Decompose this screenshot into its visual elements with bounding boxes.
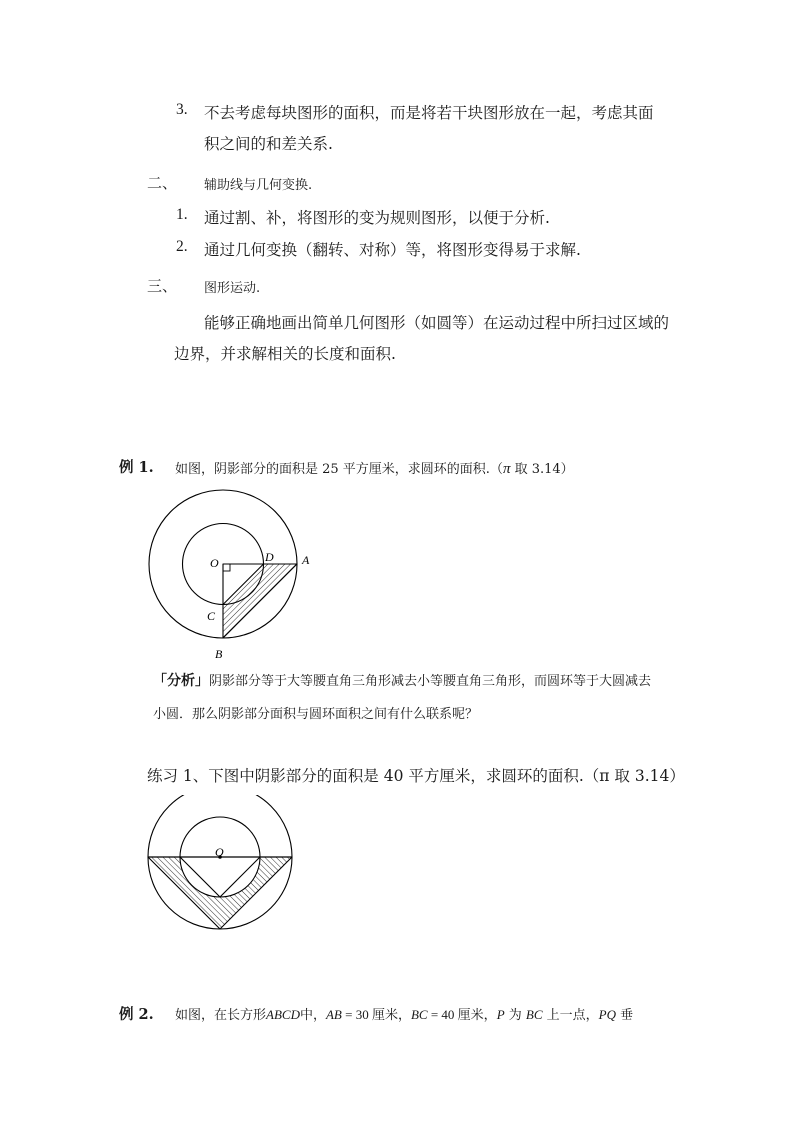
example1-question [175,458,574,478]
var-BC: BC [410,1007,428,1022]
example2-text-g: 垂 [616,1008,634,1023]
practice1-question: 练习 1、下图中阴影部分的面积是 40 平方厘米，求圆环的面积.（π 取 3.14） [147,767,685,785]
section-three-paragraph-line1: 能够正确地画出简单几何图形（如圆等）在运动过程中所扫过区域的 [204,314,670,332]
var-AB: AB [325,1007,342,1022]
label-O: O [215,845,224,859]
section-two-title: 辅助线与几何变换. [204,178,313,193]
item3-text-line2: 积之间的和差关系. [204,135,333,153]
var-P: P [496,1007,505,1022]
right-angle-mark [223,564,230,571]
example1-question-tail: 取 3.14） [510,462,574,477]
example1-figure [140,488,330,666]
section-three-number: 三、 [147,277,178,295]
section-two-item2-number: 2. [176,238,188,255]
var-BC-2: BC [525,1007,543,1022]
example2-text-a: 如图，在长方形 [175,1008,267,1023]
pi-symbol: π [502,461,511,477]
label-O: O [210,556,219,570]
label-C: C [207,609,216,623]
section-two-item1-text: 通过割、补，将图形的变为规则图形，以便于分析. [204,209,550,227]
example2-label: 例 2. [119,1006,154,1023]
example2-question [175,1004,633,1023]
example1-question-text: 如图，阴影部分的面积是 25 平方厘米，求圆环的面积.（ [175,462,503,477]
section-two-item2-text: 通过几何变换（翻转、对称）等，将图形变得易于求解. [204,241,581,259]
example2-text-b: 中， [299,1008,326,1023]
section-two-item1-number: 1. [176,206,188,223]
example2-text-d: = 40 厘米， [427,1007,497,1022]
example2-text-f: 上一点， [542,1008,599,1023]
label-D: D [265,550,274,564]
label-B: B [215,647,223,661]
var-ABCD: ABCD [266,1007,300,1022]
example2-text-e: 为 [504,1008,526,1023]
label-A: A [302,553,310,567]
analysis-text-line2: 小圆．那么阴影部分面积与圆环面积之间有什么联系呢？ [153,707,479,722]
section-three-title: 图形运动. [204,281,261,296]
example2-text-c: = 30 厘米， [341,1007,411,1022]
analysis-label: 「分析」 [153,673,209,689]
analysis-line1 [153,670,651,690]
var-PQ: PQ [598,1007,617,1022]
section-two-number: 二、 [147,174,178,192]
analysis-text-line1: 阴影部分等于大等腰直角三角形减去小等腰直角三角形，而圆环等于大圆减去 [209,674,652,689]
section-three-paragraph-line2: 边界，并求解相关的长度和面积. [174,345,396,363]
example1-label: 例 1. [119,459,154,476]
item3-text-line1: 不去考虑每块图形的面积，而是将若干块图形放在一起，考虑其面 [204,104,654,122]
practice1-figure [140,795,300,945]
item3-number: 3. [176,101,188,118]
